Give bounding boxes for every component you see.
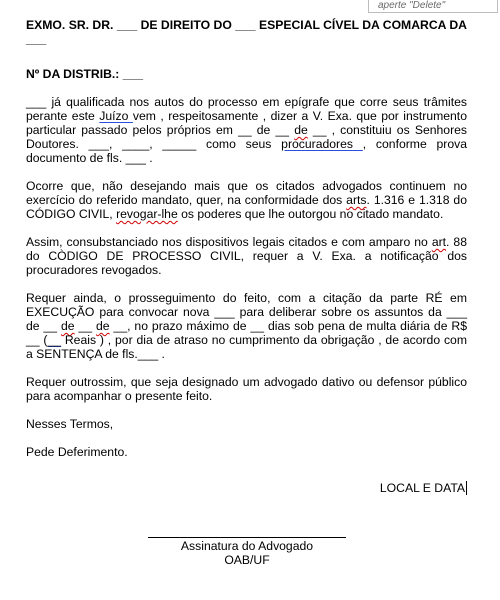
p2-text-b: . 1.316 e 1.318 do CÓDIGO CIVIL, [26,193,467,221]
paragraph-3 [26,235,467,277]
p1-text-a: ___ já qualificada nos autos do processo em epígrafe que corre seus trâmites perante este [26,95,467,123]
p2-text-a: Ocorre que, não desejando mais que os citados advogados continuem no exercício do referido mandato, quer, na conformidade dos [26,179,467,207]
p4-text-b: __ [74,319,97,333]
p3-art: art [431,235,447,249]
closing-deferment: Pede Deferimento. [26,445,128,459]
p2-revogar: revogar-lhe [116,207,178,221]
paragraph-2 [26,179,467,221]
p3-text-a: Assim, consubstanciado nos dispositivos legais citados e com amparo no [26,235,432,249]
document-body[interactable] [26,18,467,495]
p4-reais-blank: __ [47,333,62,347]
heading-line-2: ___ [26,32,47,46]
p1-juizo: Juízo [99,109,133,123]
paragraph-5: Requer outrossim, que seja designado um advogado dativo ou defensor público para acompanhar o presente feito. [26,375,467,403]
p4-de-2: de [96,319,110,333]
signature-block [148,539,346,567]
distribution-number: Nº DA DISTRIB.: ___ [26,67,144,81]
p1-procuradores: procuradores [281,137,363,151]
paragraph-4 [26,291,467,361]
p2-arts: arts [346,193,367,207]
p1-text-d: , conforme prova documento de fls. ___ . [26,137,467,165]
oab-label: OAB/UF [224,553,270,567]
signature-line [148,537,346,538]
paragraph-1 [26,95,467,165]
p1-text-c: __ , constituiu os Senhores Doutores. ___, ____, _____ como seus [26,123,468,151]
p4-de-1: de [61,319,75,333]
p2-text-c: os poderes que lhe outorgou no citado mandato. [177,207,444,221]
heading-line-1: EXMO. SR. DR. ___ DE DIREITO DO ___ ESPECIAL CÍVEL DA COMARCA DA [26,18,467,32]
signature-label: Assinatura do Advogado [180,539,314,553]
place-date-text: LOCAL E DATA [379,481,465,495]
p1-de-misspelled: de [294,123,308,137]
text-cursor [466,481,467,495]
p4-text-c: __, no prazo máximo de __ dias sob pena de multa diária de R$ __ ( [26,319,467,347]
delete-hint-box [368,0,498,13]
p1-text-b: vem , respeitosamente , dizer a V. Exa. que por instrumento particular passado pelos próprios em __ de __ [26,109,467,137]
place-and-date [26,481,467,495]
p4-text-a: Requer ainda, o prosseguimento do feito, com a citação da parte RÉ em EXECUÇÃO para convocar nova ___ para deliberar sobre os assuntos da ___ de __ [26,291,467,333]
closing-terms: Nesses Termos, [26,417,114,431]
p3-text-b: . 88 do CÒDIGO DE PROCESSO CIVIL, requer a V. Exa. a notificação dos procuradores revogados. [26,235,467,277]
delete-hint-text: aperte "Delete" [378,0,446,11]
p4-text-d: Reais ) , por dia de atraso no cumprimento da obrigação , de acordo com a SENTENÇA de fls.___ . [26,333,467,361]
